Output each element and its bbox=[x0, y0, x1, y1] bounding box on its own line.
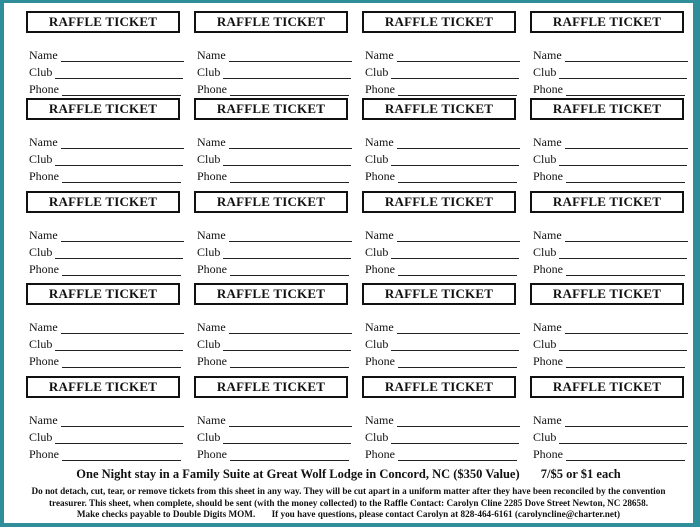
name-line[interactable] bbox=[229, 415, 352, 427]
raffle-ticket bbox=[174, 183, 342, 276]
name-field[interactable] bbox=[533, 413, 688, 427]
phone-field[interactable] bbox=[29, 447, 181, 461]
phone-field[interactable] bbox=[29, 169, 181, 183]
phone-label: Phone bbox=[533, 262, 563, 276]
raffle-ticket bbox=[6, 90, 174, 183]
prize-description: One Night stay in a Family Suite at Great Wolf Lodge in Concord, NC ($350 Value) bbox=[76, 467, 520, 481]
phone-label: Phone bbox=[197, 82, 227, 96]
raffle-ticket bbox=[174, 90, 342, 183]
name-field[interactable] bbox=[29, 48, 184, 62]
name-field[interactable] bbox=[29, 413, 184, 427]
phone-field[interactable] bbox=[533, 354, 685, 368]
raffle-ticket bbox=[510, 183, 678, 276]
ticket-header: RAFFLE TICKET bbox=[26, 98, 180, 120]
phone-field[interactable] bbox=[365, 169, 517, 183]
phone-line[interactable] bbox=[398, 449, 517, 461]
raffle-ticket bbox=[6, 275, 174, 368]
ticket-header: RAFFLE TICKET bbox=[530, 191, 684, 213]
name-label: Name bbox=[365, 48, 394, 62]
club-label: Club bbox=[365, 337, 389, 351]
ticket-header: RAFFLE TICKET bbox=[362, 376, 516, 398]
club-field[interactable] bbox=[29, 65, 183, 79]
raffle-ticket bbox=[6, 368, 174, 461]
club-label: Club bbox=[29, 65, 53, 79]
phone-field[interactable] bbox=[365, 354, 517, 368]
phone-label: Phone bbox=[29, 354, 59, 368]
phone-line[interactable] bbox=[230, 171, 349, 183]
club-line[interactable] bbox=[391, 154, 519, 166]
phone-field[interactable] bbox=[197, 262, 349, 276]
club-field[interactable] bbox=[197, 430, 351, 444]
club-line[interactable] bbox=[55, 247, 183, 259]
ticket-price: 7/$5 or $1 each bbox=[540, 467, 621, 481]
phone-label: Phone bbox=[365, 82, 395, 96]
club-line[interactable] bbox=[559, 67, 687, 79]
name-line[interactable] bbox=[565, 230, 688, 242]
club-field[interactable] bbox=[365, 245, 519, 259]
name-field[interactable] bbox=[365, 413, 520, 427]
ticket-header: RAFFLE TICKET bbox=[26, 11, 180, 33]
club-label: Club bbox=[533, 337, 557, 351]
raffle-ticket bbox=[510, 275, 678, 368]
phone-label: Phone bbox=[197, 447, 227, 461]
name-field[interactable] bbox=[365, 48, 520, 62]
ticket-header: RAFFLE TICKET bbox=[26, 283, 180, 305]
name-line[interactable] bbox=[229, 230, 352, 242]
ticket-grid bbox=[4, 3, 693, 463]
name-label: Name bbox=[29, 320, 58, 334]
raffle-ticket bbox=[342, 183, 510, 276]
ticket-header: RAFFLE TICKET bbox=[194, 11, 348, 33]
name-label: Name bbox=[365, 320, 394, 334]
name-line[interactable] bbox=[397, 230, 520, 242]
phone-label: Phone bbox=[365, 354, 395, 368]
club-line[interactable] bbox=[391, 432, 519, 444]
club-label: Club bbox=[29, 245, 53, 259]
club-field[interactable] bbox=[365, 337, 519, 351]
ticket-header: RAFFLE TICKET bbox=[26, 376, 180, 398]
name-line[interactable] bbox=[565, 137, 688, 149]
club-field[interactable] bbox=[197, 152, 351, 166]
name-line[interactable] bbox=[229, 322, 352, 334]
ticket-header: RAFFLE TICKET bbox=[530, 98, 684, 120]
club-line[interactable] bbox=[223, 247, 351, 259]
club-line[interactable] bbox=[559, 247, 687, 259]
club-line[interactable] bbox=[55, 67, 183, 79]
phone-line[interactable] bbox=[398, 171, 517, 183]
raffle-ticket bbox=[342, 275, 510, 368]
raffle-ticket bbox=[174, 368, 342, 461]
name-label: Name bbox=[533, 135, 562, 149]
club-label: Club bbox=[533, 245, 557, 259]
club-line[interactable] bbox=[55, 432, 183, 444]
ticket-header: RAFFLE TICKET bbox=[362, 191, 516, 213]
raffle-sheet bbox=[4, 3, 693, 523]
ticket-header: RAFFLE TICKET bbox=[26, 191, 180, 213]
club-field[interactable] bbox=[365, 65, 519, 79]
club-line[interactable] bbox=[391, 247, 519, 259]
club-field[interactable] bbox=[197, 337, 351, 351]
phone-label: Phone bbox=[29, 169, 59, 183]
ticket-header: RAFFLE TICKET bbox=[362, 11, 516, 33]
name-label: Name bbox=[29, 413, 58, 427]
name-label: Name bbox=[365, 135, 394, 149]
raffle-ticket bbox=[6, 183, 174, 276]
name-field[interactable] bbox=[197, 135, 352, 149]
name-line[interactable] bbox=[61, 322, 184, 334]
club-field[interactable] bbox=[533, 245, 687, 259]
phone-label: Phone bbox=[365, 169, 395, 183]
phone-label: Phone bbox=[533, 447, 563, 461]
name-line[interactable] bbox=[61, 230, 184, 242]
raffle-ticket bbox=[174, 275, 342, 368]
phone-line[interactable] bbox=[398, 356, 517, 368]
phone-line[interactable] bbox=[230, 356, 349, 368]
name-label: Name bbox=[533, 413, 562, 427]
club-line[interactable] bbox=[559, 432, 687, 444]
phone-field[interactable] bbox=[29, 262, 181, 276]
name-field[interactable] bbox=[365, 135, 520, 149]
phone-field[interactable] bbox=[197, 354, 349, 368]
club-line[interactable] bbox=[559, 339, 687, 351]
phone-label: Phone bbox=[29, 82, 59, 96]
raffle-ticket bbox=[174, 3, 342, 96]
phone-field[interactable] bbox=[197, 447, 349, 461]
raffle-ticket bbox=[342, 368, 510, 461]
phone-label: Phone bbox=[533, 169, 563, 183]
phone-line[interactable] bbox=[566, 356, 685, 368]
ticket-header: RAFFLE TICKET bbox=[530, 283, 684, 305]
name-line[interactable] bbox=[565, 415, 688, 427]
club-label: Club bbox=[365, 152, 389, 166]
club-field[interactable] bbox=[533, 430, 687, 444]
name-label: Name bbox=[29, 228, 58, 242]
phone-field[interactable] bbox=[533, 169, 685, 183]
phone-field[interactable] bbox=[365, 447, 517, 461]
raffle-ticket bbox=[510, 90, 678, 183]
club-line[interactable] bbox=[223, 67, 351, 79]
name-label: Name bbox=[365, 228, 394, 242]
phone-field[interactable] bbox=[365, 262, 517, 276]
raffle-ticket bbox=[6, 3, 174, 96]
phone-line[interactable] bbox=[566, 449, 685, 461]
club-label: Club bbox=[29, 430, 53, 444]
club-field[interactable] bbox=[365, 430, 519, 444]
ticket-header: RAFFLE TICKET bbox=[530, 376, 684, 398]
phone-label: Phone bbox=[365, 262, 395, 276]
club-field[interactable] bbox=[29, 430, 183, 444]
name-line[interactable] bbox=[61, 415, 184, 427]
name-field[interactable] bbox=[29, 228, 184, 242]
phone-label: Phone bbox=[29, 262, 59, 276]
phone-field[interactable] bbox=[29, 354, 181, 368]
name-field[interactable] bbox=[197, 413, 352, 427]
phone-label: Phone bbox=[197, 169, 227, 183]
club-line[interactable] bbox=[391, 67, 519, 79]
club-line[interactable] bbox=[223, 339, 351, 351]
ticket-header: RAFFLE TICKET bbox=[194, 283, 348, 305]
raffle-ticket bbox=[342, 3, 510, 96]
phone-field[interactable] bbox=[533, 447, 685, 461]
club-label: Club bbox=[365, 245, 389, 259]
club-field[interactable] bbox=[197, 65, 351, 79]
name-line[interactable] bbox=[229, 137, 352, 149]
club-line[interactable] bbox=[559, 154, 687, 166]
name-field[interactable] bbox=[365, 228, 520, 242]
ticket-header: RAFFLE TICKET bbox=[362, 283, 516, 305]
club-label: Club bbox=[29, 337, 53, 351]
phone-label: Phone bbox=[197, 262, 227, 276]
name-field[interactable] bbox=[29, 135, 184, 149]
ticket-header: RAFFLE TICKET bbox=[194, 376, 348, 398]
instructions-line-3 bbox=[8, 509, 689, 521]
club-label: Club bbox=[533, 65, 557, 79]
raffle-ticket bbox=[510, 3, 678, 96]
club-label: Club bbox=[197, 337, 221, 351]
name-line[interactable] bbox=[61, 137, 184, 149]
club-label: Club bbox=[365, 65, 389, 79]
name-label: Name bbox=[29, 135, 58, 149]
raffle-ticket bbox=[510, 368, 678, 461]
name-label: Name bbox=[533, 48, 562, 62]
name-line[interactable] bbox=[229, 50, 352, 62]
name-field[interactable] bbox=[533, 228, 688, 242]
phone-field[interactable] bbox=[533, 262, 685, 276]
name-field[interactable] bbox=[365, 320, 520, 334]
name-line[interactable] bbox=[565, 50, 688, 62]
club-line[interactable] bbox=[223, 154, 351, 166]
instructions-line-2: treasurer. This sheet, when complete, should be sent (with the money collected) to the Raffle Contact: Carolyn Cline 2285 Dove Street Newton, NC 28658. bbox=[49, 497, 648, 508]
club-field[interactable] bbox=[29, 245, 183, 259]
name-field[interactable] bbox=[533, 48, 688, 62]
phone-field[interactable] bbox=[197, 169, 349, 183]
name-label: Name bbox=[197, 320, 226, 334]
ticket-header: RAFFLE TICKET bbox=[362, 98, 516, 120]
club-label: Club bbox=[533, 152, 557, 166]
ticket-header: RAFFLE TICKET bbox=[194, 191, 348, 213]
club-field[interactable] bbox=[533, 337, 687, 351]
club-label: Club bbox=[365, 430, 389, 444]
phone-label: Phone bbox=[29, 447, 59, 461]
name-field[interactable] bbox=[197, 320, 352, 334]
phone-label: Phone bbox=[197, 354, 227, 368]
name-line[interactable] bbox=[397, 137, 520, 149]
phone-label: Phone bbox=[533, 82, 563, 96]
name-field[interactable] bbox=[533, 135, 688, 149]
instructions bbox=[8, 486, 689, 521]
name-label: Name bbox=[365, 413, 394, 427]
name-label: Name bbox=[29, 48, 58, 62]
club-field[interactable] bbox=[29, 337, 183, 351]
club-field[interactable] bbox=[29, 152, 183, 166]
club-line[interactable] bbox=[391, 339, 519, 351]
instructions-line-1: Do not detach, cut, tear, or remove tickets from this sheet in any way. They will be cut apart in a uniform matter after they have been reconciled by the convention bbox=[31, 486, 666, 496]
phone-line[interactable] bbox=[62, 356, 181, 368]
club-field[interactable] bbox=[533, 152, 687, 166]
phone-line[interactable] bbox=[62, 171, 181, 183]
prize-line bbox=[4, 467, 693, 482]
name-label: Name bbox=[197, 48, 226, 62]
phone-label: Phone bbox=[365, 447, 395, 461]
ticket-header: RAFFLE TICKET bbox=[194, 98, 348, 120]
name-line[interactable] bbox=[397, 322, 520, 334]
club-line[interactable] bbox=[223, 432, 351, 444]
raffle-ticket bbox=[342, 90, 510, 183]
club-label: Club bbox=[29, 152, 53, 166]
name-label: Name bbox=[197, 228, 226, 242]
name-label: Name bbox=[533, 320, 562, 334]
name-field[interactable] bbox=[533, 320, 688, 334]
club-label: Club bbox=[533, 430, 557, 444]
name-line[interactable] bbox=[61, 50, 184, 62]
phone-line[interactable] bbox=[230, 449, 349, 461]
contact-info: If you have questions, please contact Carolyn at 828-464-6161 (carolyncline@charter.net) bbox=[271, 509, 621, 519]
phone-label: Phone bbox=[533, 354, 563, 368]
name-label: Name bbox=[197, 135, 226, 149]
club-line[interactable] bbox=[55, 339, 183, 351]
ticket-header: RAFFLE TICKET bbox=[530, 11, 684, 33]
name-field[interactable] bbox=[29, 320, 184, 334]
club-label: Club bbox=[197, 65, 221, 79]
name-label: Name bbox=[533, 228, 562, 242]
name-field[interactable] bbox=[197, 48, 352, 62]
name-field[interactable] bbox=[197, 228, 352, 242]
phone-line[interactable] bbox=[566, 171, 685, 183]
name-line[interactable] bbox=[565, 322, 688, 334]
name-label: Name bbox=[197, 413, 226, 427]
name-line[interactable] bbox=[397, 415, 520, 427]
club-field[interactable] bbox=[197, 245, 351, 259]
club-field[interactable] bbox=[533, 65, 687, 79]
club-field[interactable] bbox=[365, 152, 519, 166]
club-label: Club bbox=[197, 245, 221, 259]
club-line[interactable] bbox=[55, 154, 183, 166]
checks-payable: Make checks payable to Double Digits MOM. bbox=[76, 509, 256, 519]
phone-line[interactable] bbox=[62, 449, 181, 461]
club-label: Club bbox=[197, 430, 221, 444]
name-line[interactable] bbox=[397, 50, 520, 62]
club-label: Club bbox=[197, 152, 221, 166]
